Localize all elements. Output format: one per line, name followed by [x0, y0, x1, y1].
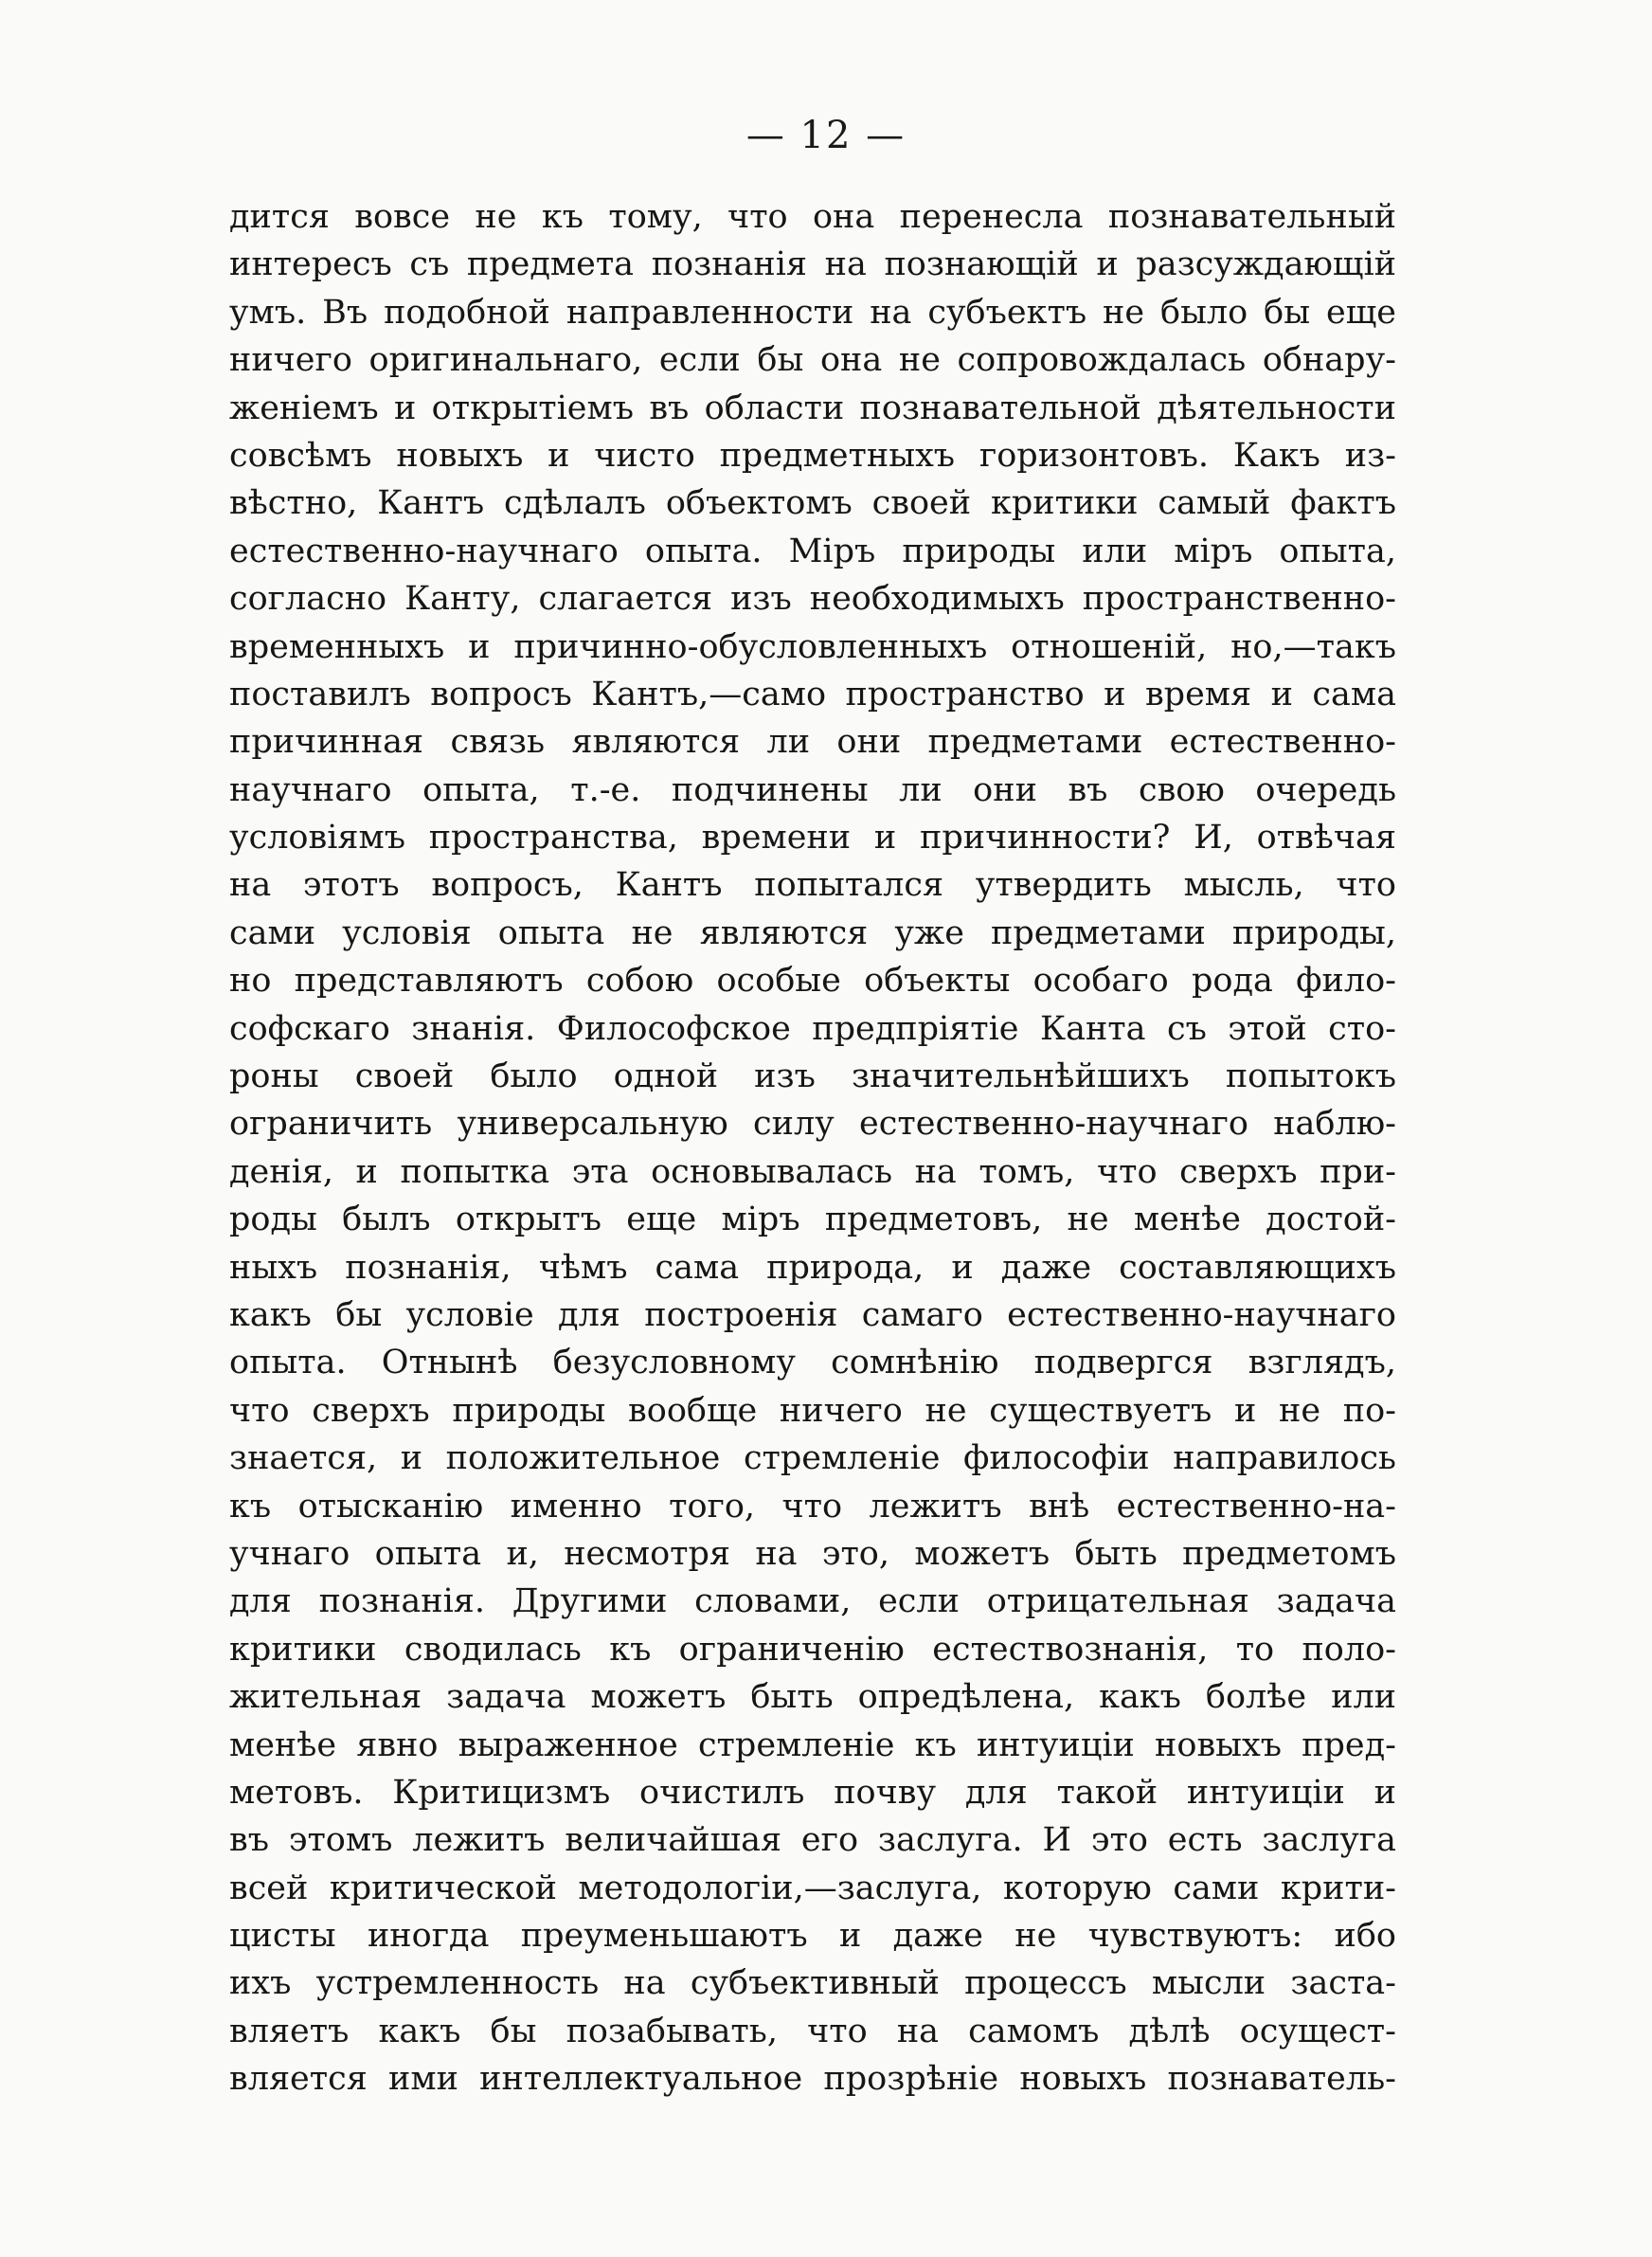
text-line: для познанія. Другими словами, если отрицательная задача: [229, 1582, 1396, 1621]
text-line: на этотъ вопросъ, Кантъ попытался утвердить мысль, что: [229, 866, 1396, 905]
text-line: ныхъ познанія, чѣмъ сама природа, и даже составляющихъ: [229, 1248, 1396, 1287]
text-line: жительная задача можетъ быть опредѣлена, какъ болѣе или: [229, 1678, 1396, 1717]
text-line: вѣстно, Кантъ сдѣлалъ объектомъ своей критики самый фактъ: [229, 484, 1396, 523]
text-line: знается, и положительное стремленіе философіи направилось: [229, 1439, 1396, 1478]
text-line: софскаго знанія. Философское предпріятіе Канта съ этой сто-: [229, 1009, 1396, 1048]
text-line: метовъ. Критицизмъ очистилъ почву для такой интуиціи и: [229, 1773, 1396, 1812]
page-number: — 12 —: [745, 114, 907, 157]
body-text: [229, 193, 1396, 2104]
text-line: опыта. Отнынѣ безусловному сомнѣнію подвергся взглядъ,: [229, 1344, 1396, 1382]
text-line: ограничить универсальную силу естественно-научнаго наблю-: [229, 1105, 1396, 1144]
text-line: причинная связь являются ли они предметами естественно-: [229, 723, 1396, 762]
text-line: критики сводилась къ ограниченію естествознанія, то поло-: [229, 1630, 1396, 1669]
text-line: условіямъ пространства, времени и причинности? И, отвѣчая: [229, 819, 1396, 858]
text-line: денія, и попытка эта основывалась на томъ, что сверхъ при-: [229, 1152, 1396, 1191]
text-line: согласно Канту, слагается изъ необходимыхъ пространственно-: [229, 580, 1396, 619]
text-line: къ отысканію именно того, что лежитъ внѣ естественно-на-: [229, 1487, 1396, 1526]
text-line: естественно-научнаго опыта. Міръ природы или міръ опыта,: [229, 532, 1396, 570]
text-line: роды былъ открытъ еще міръ предметовъ, не менѣе достой-: [229, 1201, 1396, 1239]
text-line: временныхъ и причинно-обусловленныхъ отношеній, но,—такъ: [229, 627, 1396, 666]
text-line: женіемъ и открытіемъ въ области познавательной дѣятельности: [229, 388, 1396, 427]
text-line: интересъ съ предмета познанія на познающій и разсуждающій: [229, 245, 1396, 284]
text-line: менѣе явно выраженное стремленіе къ интуиціи новыхъ пред-: [229, 1725, 1396, 1764]
text-line: умъ. Въ подобной направленности на субъектъ не было бы еще: [229, 293, 1396, 332]
text-line: но представляютъ собою особые объекты особаго рода фило-: [229, 962, 1396, 1001]
text-line: вляетъ какъ бы позабывать, что на самомъ дѣлѣ осущест-: [229, 2012, 1396, 2050]
text-line: совсѣмъ новыхъ и чисто предметныхъ горизонтовъ. Какъ из-: [229, 436, 1396, 475]
text-line: дится вовсе не къ тому, что она перенесла познавательный: [229, 198, 1396, 236]
text-line: ихъ устремленность на субъективный процессъ мысли заста-: [229, 1964, 1396, 2003]
text-line: вляется ими интеллектуальное прозрѣніе новыхъ познаватель-: [229, 2060, 1396, 2099]
text-line: всей критической методологіи,—заслуга, которую сами крити-: [229, 1869, 1396, 1907]
text-line: что сверхъ природы вообще ничего не существуетъ и не по-: [229, 1391, 1396, 1430]
text-line: поставилъ вопросъ Кантъ,—само пространство и время и сама: [229, 675, 1396, 713]
text-line: сами условія опыта не являются уже предметами природы,: [229, 913, 1396, 952]
text-line: ничего оригинальнаго, если бы она не сопровождалась обнару-: [229, 341, 1396, 380]
text-line: цисты иногда преуменьшаютъ и даже не чувствуютъ: ибо: [229, 1917, 1396, 1956]
text-line: въ этомъ лежитъ величайшая его заслуга. И это есть заслуга: [229, 1821, 1396, 1860]
text-line: учнаго опыта и, несмотря на это, можетъ быть предметомъ: [229, 1534, 1396, 1573]
text-line: какъ бы условіе для построенія самаго естественно-научнаго: [229, 1295, 1396, 1334]
text-line: научнаго опыта, т.-е. подчинены ли они въ свою очередь: [229, 770, 1396, 809]
text-line: роны своей было одной изъ значительнѣйшихъ попытокъ: [229, 1057, 1396, 1096]
